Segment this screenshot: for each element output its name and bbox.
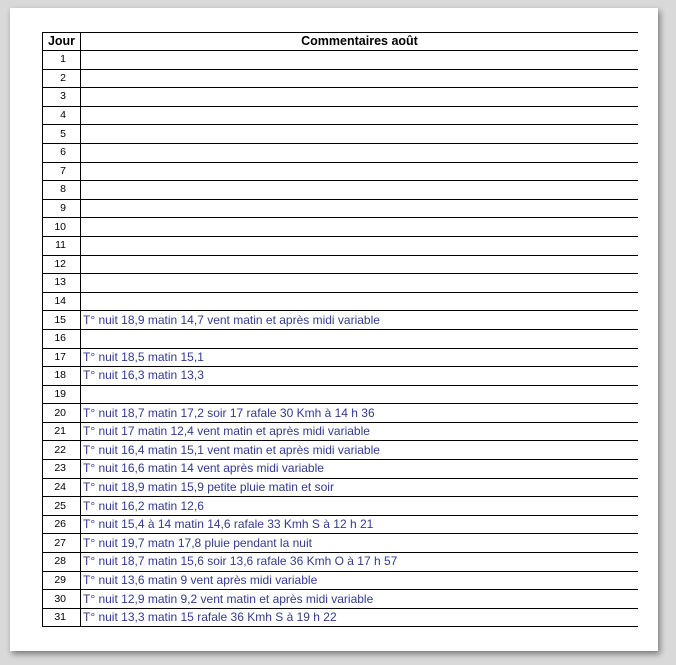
day-comment — [81, 51, 639, 70]
day-comment — [81, 181, 639, 200]
day-number: 11 — [43, 236, 81, 255]
table-body — [43, 51, 639, 627]
day-comment — [81, 236, 639, 255]
day-comment: T° nuit 16,2 matin 12,6 — [81, 497, 639, 516]
table-row — [43, 274, 639, 293]
day-comment: T° nuit 16,6 matin 14 vent après midi variable — [81, 460, 639, 479]
day-number: 28 — [43, 553, 81, 572]
day-comment — [81, 125, 639, 144]
table-row — [43, 404, 639, 423]
day-comment — [81, 255, 639, 274]
day-number: 23 — [43, 460, 81, 479]
day-number: 16 — [43, 329, 81, 348]
table-row — [43, 534, 639, 553]
day-number: 19 — [43, 385, 81, 404]
day-number: 1 — [43, 51, 81, 70]
day-comment — [81, 69, 639, 88]
day-number: 5 — [43, 125, 81, 144]
day-number: 22 — [43, 441, 81, 460]
table-row — [43, 553, 639, 572]
document-page — [10, 8, 658, 651]
day-number: 9 — [43, 199, 81, 218]
table-row — [43, 478, 639, 497]
day-comment — [81, 292, 639, 311]
day-number: 30 — [43, 590, 81, 609]
day-number: 20 — [43, 404, 81, 423]
table-row — [43, 69, 639, 88]
day-number: 14 — [43, 292, 81, 311]
day-comment — [81, 143, 639, 162]
header-day: Jour — [43, 33, 81, 51]
day-number: 6 — [43, 143, 81, 162]
day-number: 2 — [43, 69, 81, 88]
day-number: 17 — [43, 348, 81, 367]
day-number: 15 — [43, 311, 81, 330]
table-row — [43, 515, 639, 534]
day-number: 24 — [43, 478, 81, 497]
table-row — [43, 292, 639, 311]
day-number: 18 — [43, 367, 81, 386]
day-comment: T° nuit 13,6 matin 9 vent après midi variable — [81, 571, 639, 590]
day-number: 13 — [43, 274, 81, 293]
day-number: 29 — [43, 571, 81, 590]
day-comment — [81, 162, 639, 181]
day-comment: T° nuit 19,7 matn 17,8 pluie pendant la nuit — [81, 534, 639, 553]
comments-sheet — [42, 32, 638, 627]
header-comments: Commentaires août — [81, 33, 639, 51]
table-row — [43, 311, 639, 330]
table-row — [43, 218, 639, 237]
table-row — [43, 608, 639, 627]
table-row — [43, 236, 639, 255]
day-comment — [81, 218, 639, 237]
day-comment — [81, 274, 639, 293]
table-row — [43, 441, 639, 460]
day-comment: T° nuit 16,4 matin 15,1 vent matin et après midi variable — [81, 441, 639, 460]
day-number: 7 — [43, 162, 81, 181]
day-number: 12 — [43, 255, 81, 274]
day-number: 27 — [43, 534, 81, 553]
day-comment — [81, 329, 639, 348]
table-row — [43, 571, 639, 590]
table-row — [43, 106, 639, 125]
day-comment: T° nuit 15,4 à 14 matin 14,6 rafale 33 Kmh S à 12 h 21 — [81, 515, 639, 534]
header-row — [43, 33, 639, 51]
table-row — [43, 125, 639, 144]
table-row — [43, 590, 639, 609]
day-comment: T° nuit 12,9 matin 9,2 vent matin et après midi variable — [81, 590, 639, 609]
table-row — [43, 51, 639, 70]
table-row — [43, 143, 639, 162]
day-comment — [81, 385, 639, 404]
day-comment: T° nuit 17 matin 12,4 vent matin et après midi variable — [81, 422, 639, 441]
table-row — [43, 181, 639, 200]
day-comment: T° nuit 16,3 matin 13,3 — [81, 367, 639, 386]
table-row — [43, 385, 639, 404]
day-comment: T° nuit 18,9 matin 14,7 vent matin et après midi variable — [81, 311, 639, 330]
table-row — [43, 348, 639, 367]
day-comment: T° nuit 18,7 matin 15,6 soir 13,6 rafale 36 Kmh O à 17 h 57 — [81, 553, 639, 572]
table-row — [43, 329, 639, 348]
day-number: 31 — [43, 608, 81, 627]
day-comment — [81, 106, 639, 125]
table-row — [43, 422, 639, 441]
day-comment: T° nuit 18,9 matin 15,9 petite pluie matin et soir — [81, 478, 639, 497]
day-number: 25 — [43, 497, 81, 516]
table-row — [43, 255, 639, 274]
day-number: 8 — [43, 181, 81, 200]
table-row — [43, 162, 639, 181]
day-comment — [81, 88, 639, 107]
comments-table — [42, 32, 638, 627]
day-number: 10 — [43, 218, 81, 237]
table-row — [43, 367, 639, 386]
table-row — [43, 199, 639, 218]
table-row — [43, 460, 639, 479]
day-number: 4 — [43, 106, 81, 125]
day-comment: T° nuit 13,3 matin 15 rafale 36 Kmh S à 19 h 22 — [81, 608, 639, 627]
table-row — [43, 88, 639, 107]
day-number: 3 — [43, 88, 81, 107]
day-comment — [81, 199, 639, 218]
day-comment: T° nuit 18,7 matin 17,2 soir 17 rafale 30 Kmh à 14 h 36 — [81, 404, 639, 423]
day-number: 26 — [43, 515, 81, 534]
day-comment: T° nuit 18,5 matin 15,1 — [81, 348, 639, 367]
table-row — [43, 497, 639, 516]
day-number: 21 — [43, 422, 81, 441]
